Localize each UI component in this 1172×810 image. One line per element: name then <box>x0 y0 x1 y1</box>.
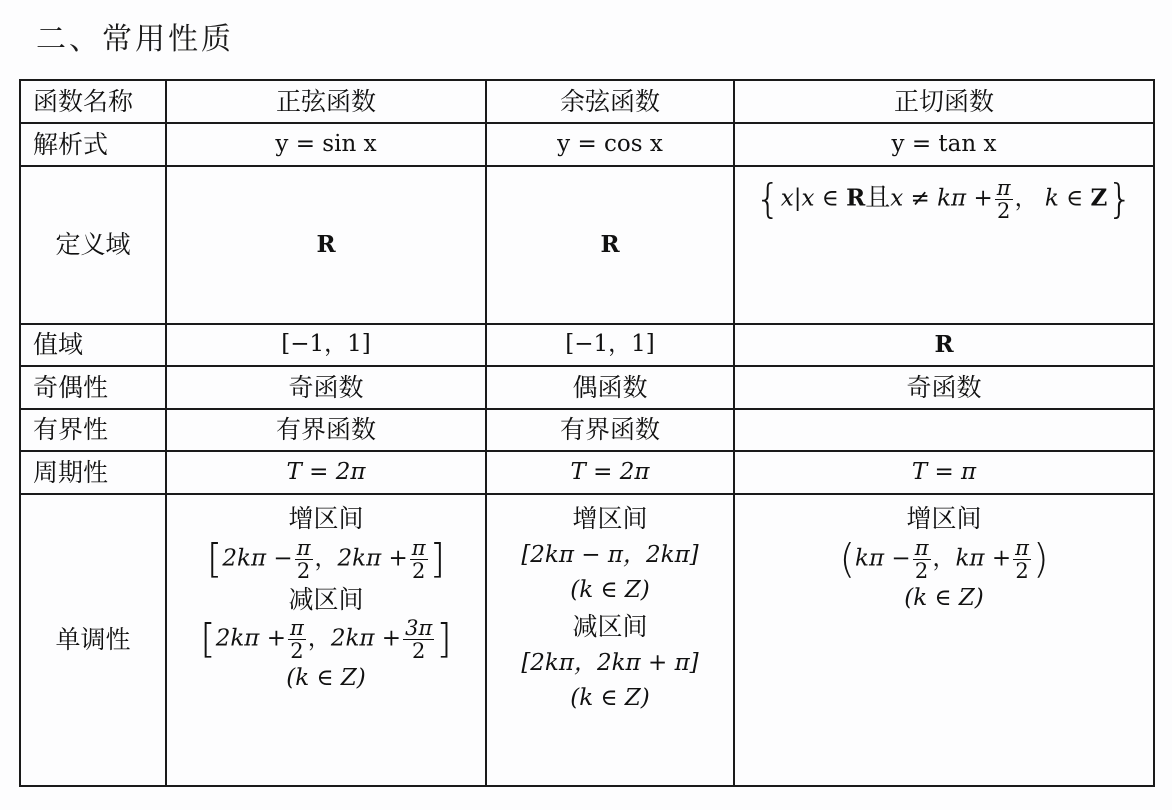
header-cos: 余弦函数 <box>486 80 734 123</box>
increasing-label: 增区间 <box>288 504 364 533</box>
header-tan: 正切函数 <box>734 80 1154 123</box>
expr-row <box>20 123 1154 166</box>
row-label: 值域 <box>20 324 166 366</box>
domain-cos: R <box>486 166 734 324</box>
fraction: $\frac{3\pi}{2}$ <box>405 616 433 664</box>
row-label: 定义域 <box>20 166 166 324</box>
period-tan: T = π <box>734 451 1154 494</box>
decreasing-label: 减区间 <box>288 584 364 614</box>
period-sin: T = 2π <box>166 451 486 494</box>
bounded-row <box>20 409 1154 451</box>
bounded-tan <box>734 409 1154 451</box>
fraction: $\frac{\pi}{2}$ <box>1015 535 1029 583</box>
bounded-cos: 有界函数 <box>486 409 734 451</box>
increasing-interval: [2kπ − $\frac{\pi}{2}$ ，2kπ + $\frac{\pi}{2}$ ] <box>206 535 446 583</box>
expr-tan: y = tan x <box>734 123 1154 166</box>
monotonic-sin <box>166 494 486 786</box>
k-in-z: (k ∈ Z) <box>570 576 650 603</box>
monotonic-cos <box>486 494 734 786</box>
trig-properties-table <box>19 79 1155 787</box>
fraction: $\frac{\pi}{2}$ <box>411 535 426 583</box>
monotonic-row <box>20 494 1154 786</box>
parity-sin: 奇函数 <box>166 366 486 409</box>
fraction: $\frac{\pi}{2}$ <box>914 535 929 583</box>
increasing-interval: [2kπ − π，2kπ] <box>521 541 699 568</box>
fraction: $\frac{\pi}{2}$ <box>296 535 311 583</box>
monotonic-tan <box>734 494 1154 786</box>
row-label: 解析式 <box>20 123 166 166</box>
decreasing-interval: [2kπ，2kπ + π] <box>521 649 699 676</box>
parity-cos: 偶函数 <box>486 366 734 409</box>
parity-row <box>20 366 1154 409</box>
increasing-interval: (kπ − $\frac{\pi}{2}$ ，kπ + $\frac{\pi}{2}$ ) <box>839 535 1049 583</box>
decreasing-label: 减区间 <box>572 612 648 642</box>
range-tan: R <box>734 324 1154 366</box>
period-cos: T = 2π <box>486 451 734 494</box>
expr-cos: y = cos x <box>486 123 734 166</box>
header-sin: 正弦函数 <box>166 80 486 123</box>
domain-tan: {x|x ∈ R且x ≠ kπ + $\frac{\pi}{2}$ ， k ∈ Z} <box>734 166 1154 324</box>
header-row <box>20 80 1154 123</box>
k-in-z: (k ∈ Z) <box>286 665 366 692</box>
increasing-label: 增区间 <box>572 504 648 533</box>
row-label: 单调性 <box>20 494 166 786</box>
period-row <box>20 451 1154 494</box>
section-title: 二、常用性质 <box>36 22 234 57</box>
domain-sin: R <box>166 166 486 324</box>
domain-row <box>20 166 1154 324</box>
range-cos: [−1，1] <box>486 324 734 366</box>
parity-tan: 奇函数 <box>734 366 1154 409</box>
row-label: 有界性 <box>20 409 166 451</box>
fraction: $\frac{\pi}{2}$ <box>290 616 304 664</box>
fraction: $\frac{\pi}{2}$ <box>996 176 1011 224</box>
row-label: 周期性 <box>20 451 166 494</box>
range-row <box>20 324 1154 366</box>
bounded-sin: 有界函数 <box>166 409 486 451</box>
expr-sin: y = sin x <box>166 123 486 166</box>
k-in-z: (k ∈ Z) <box>904 584 984 611</box>
increasing-label: 增区间 <box>906 504 982 533</box>
decreasing-interval: [2kπ + $\frac{\pi}{2}$ ，2kπ + $\frac{3\pi}{2}$ ] <box>200 616 452 664</box>
row-label: 奇偶性 <box>20 366 166 409</box>
header-label: 函数名称 <box>20 80 166 123</box>
range-sin: [−1，1] <box>166 324 486 366</box>
k-in-z: (k ∈ Z) <box>570 684 650 711</box>
